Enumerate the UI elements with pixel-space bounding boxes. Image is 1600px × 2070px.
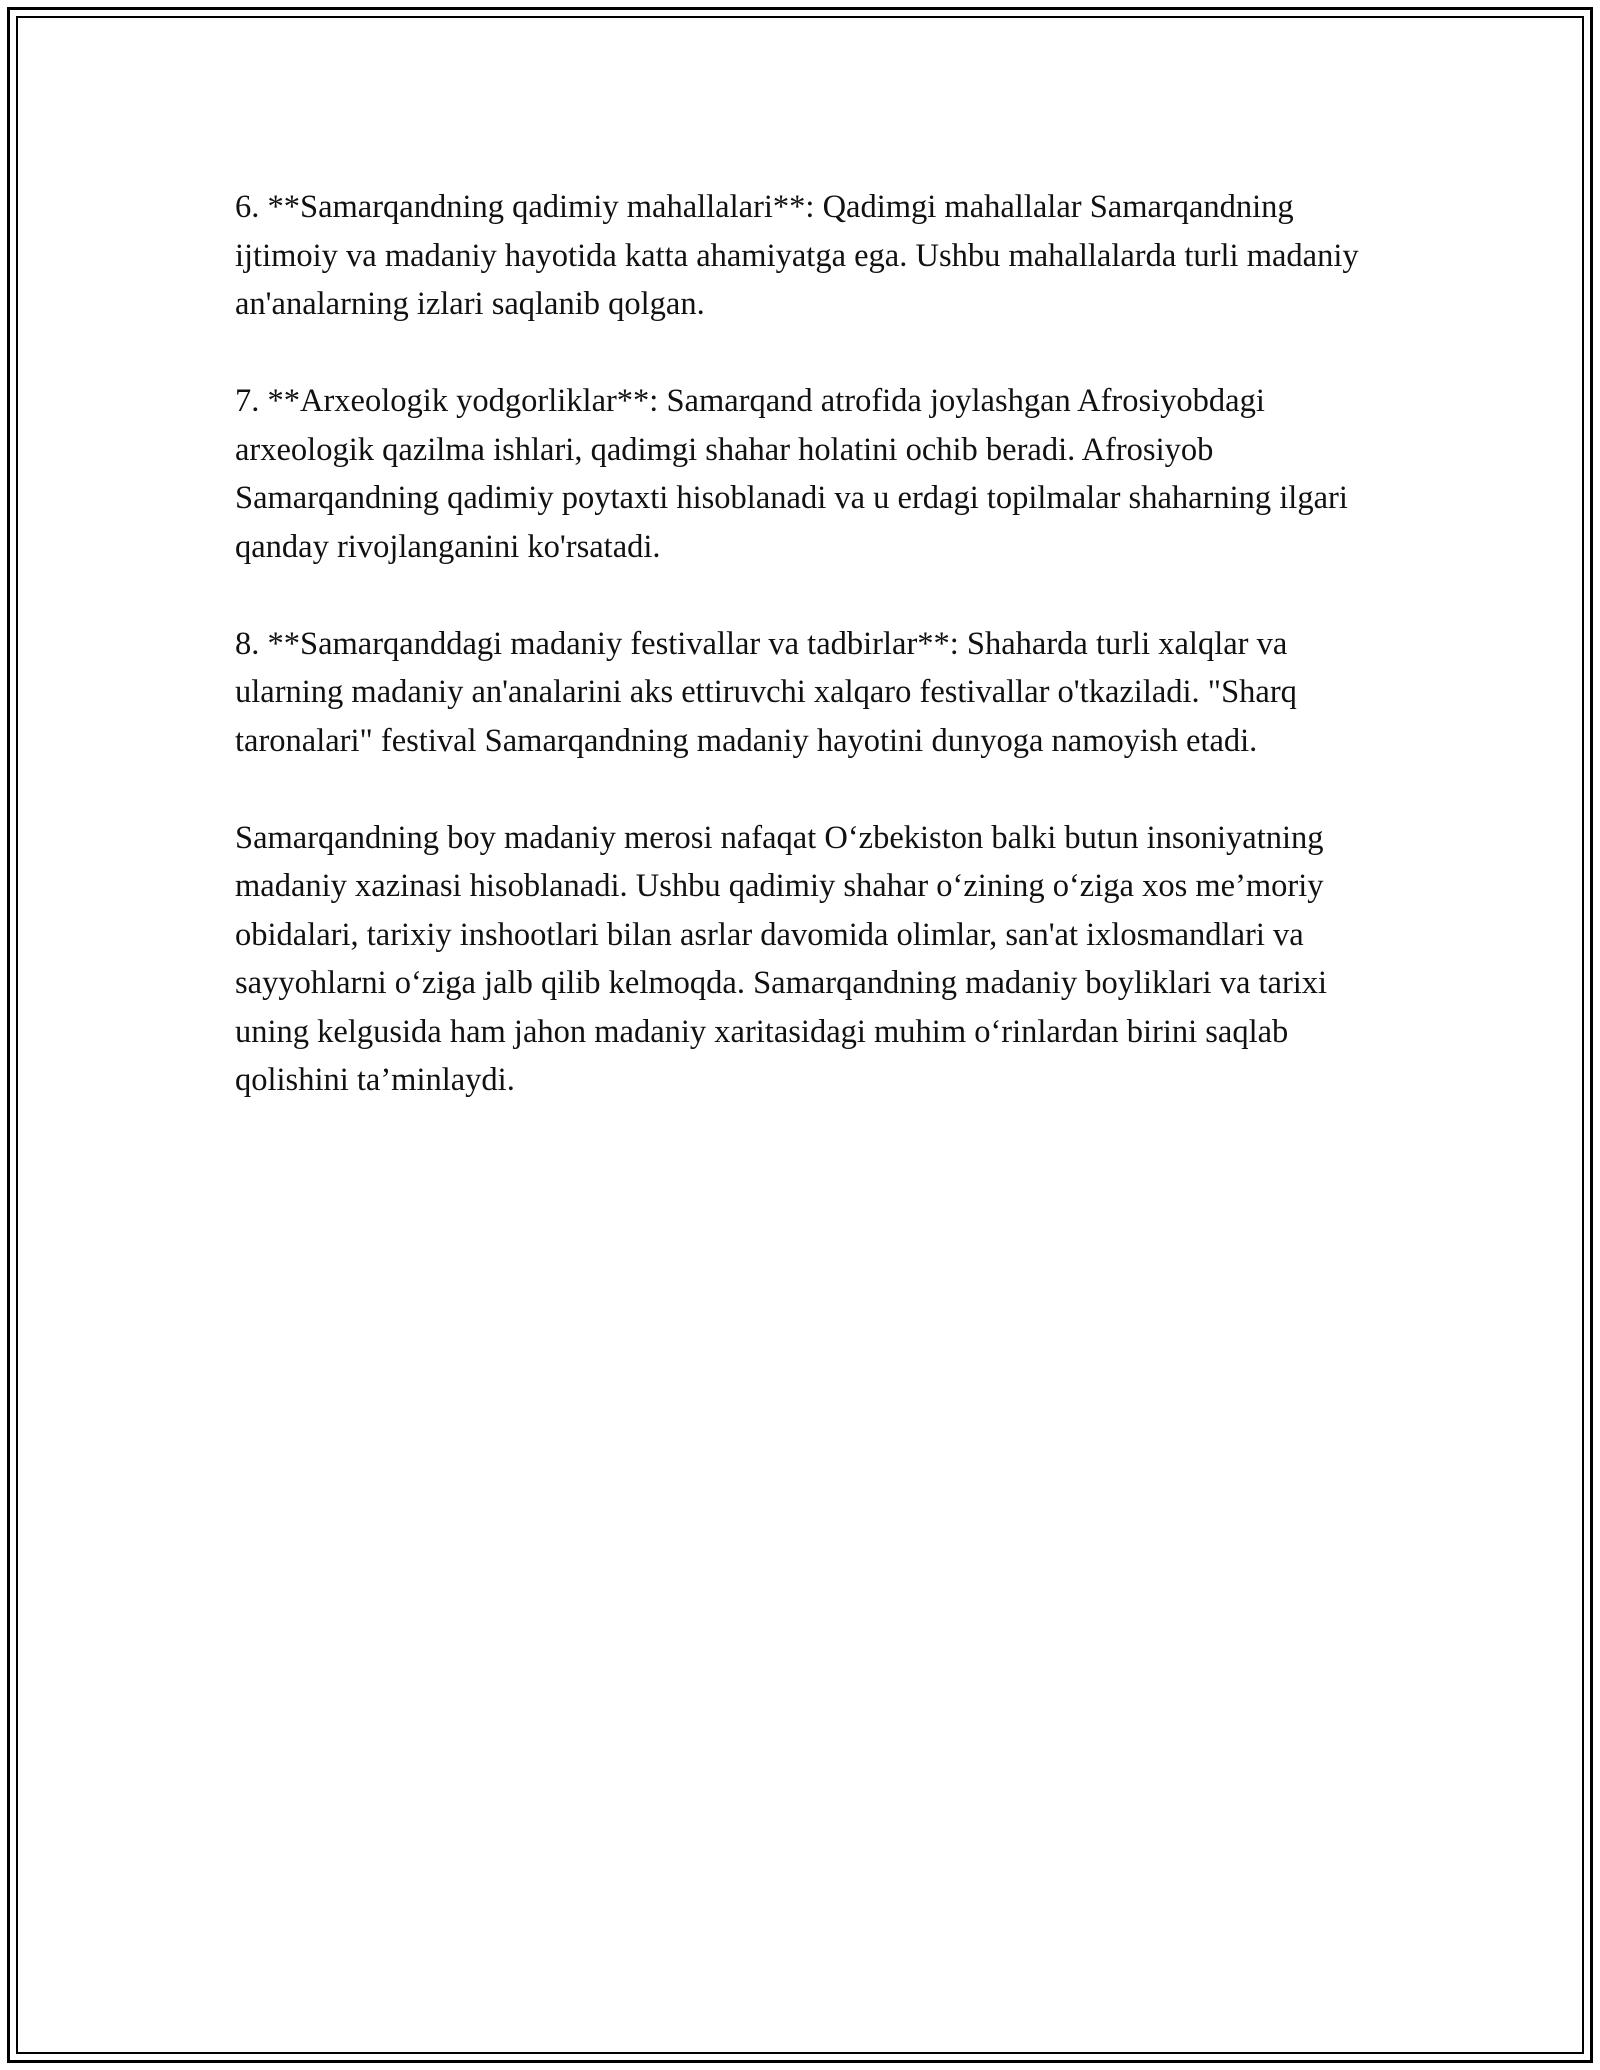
paragraph-festivallar: 8. **Samarqanddagi madaniy festivallar va tadbirlar**: Shaharda turli xalqlar va ularning madaniy an'analarini aks ettiruvchi xalqaro festivallar o'tkaziladi. "Sharq taronalari" festival Samarqandning madaniy hayotini dunyoga namoyish etadi. xyxy=(235,625,1297,759)
paragraph-mahallalar: 6. **Samarqandning qadimiy mahallalari**: Qadimgi mahallalar Samarqandning ijtimoiy va madaniy hayotida katta ahamiyatga ega. Ushbu mahallalarda turli madaniy an'analarning izlari saqlanib qolgan. xyxy=(235,189,1359,322)
document-body xyxy=(235,183,1365,1153)
paragraph-conclusion: Samarqandning boy madaniy merosi nafaqat O‘zbekiston balki butun insoniyatning madaniy xazinasi hisoblanadi. Ushbu qadimiy shahar o‘zining o‘ziga xos me’moriy obidalari, tarixiy inshootlari bilan asrlar davomida olimlar, san'at ixlosmandlari va sayyohlarni o‘ziga jalb qilib kelmoqda. Samarqandning madaniy boyliklari va tarixi uning kelgusida ham jahon madaniy xaritasidagi muhim o‘rinlardan birini saqlab qolishini ta’minlaydi. xyxy=(235,819,1328,1098)
paragraph-arxeologik: 7. **Arxeologik yodgorliklar**: Samarqand atrofida joylashgan Afrosiyobdagi arxeologik qazilma ishlari, qadimgi shahar holatini ochib beradi. Afrosiyob Samarqandning qadimiy poytaxti hisoblanadi va u erdagi topilmalar shaharning ilgari qanday rivojlanganini ko'rsatadi. xyxy=(235,383,1348,565)
